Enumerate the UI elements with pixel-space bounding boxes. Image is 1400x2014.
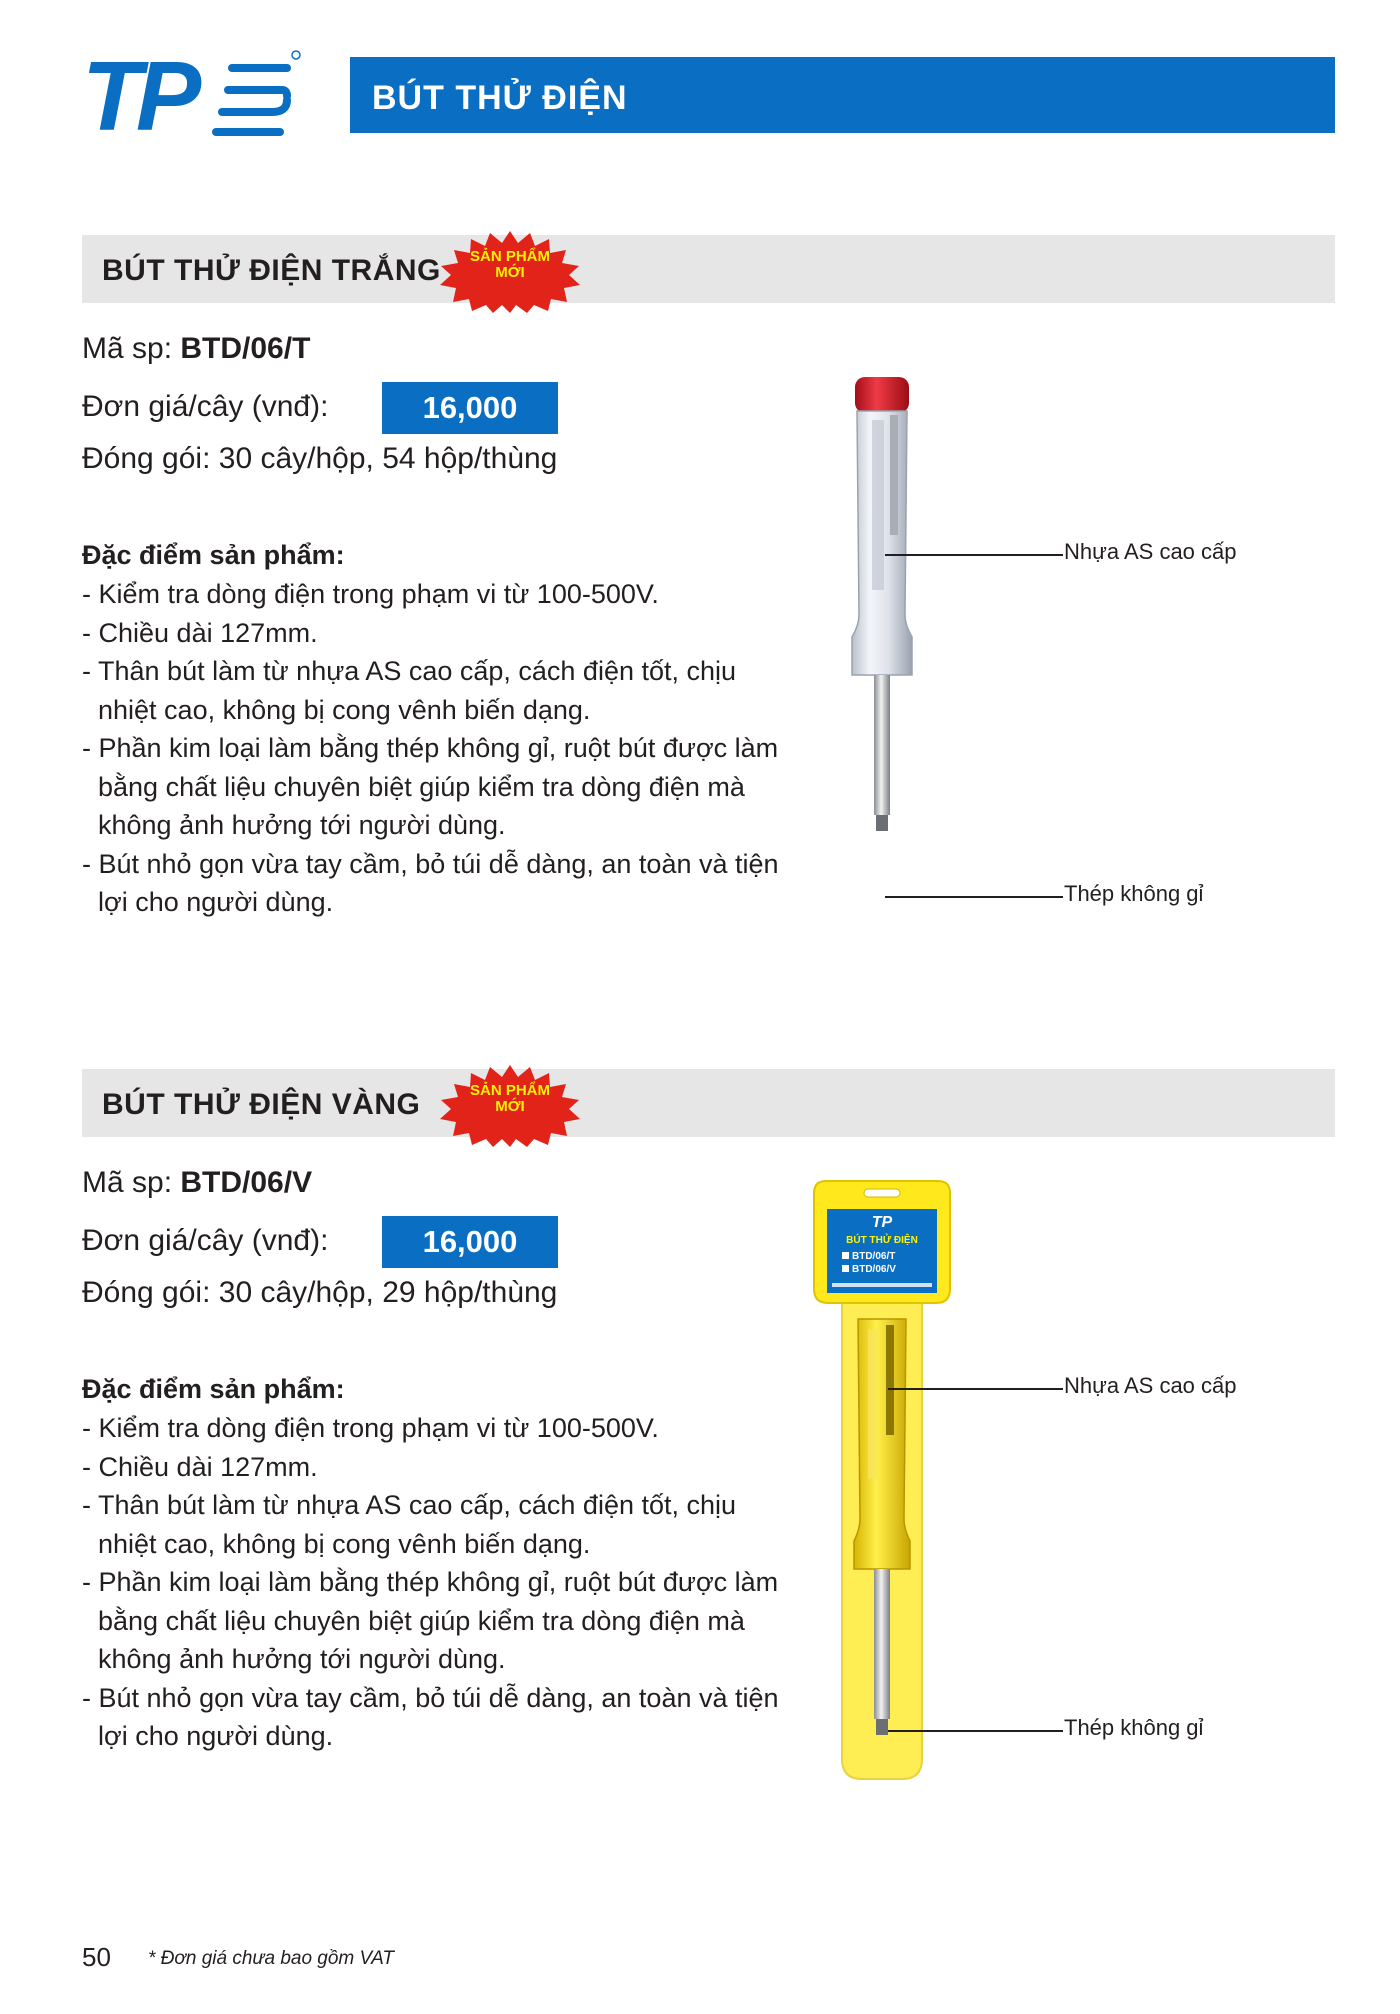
product-title-bar [82,1069,1335,1137]
feature-item: - Chiều dài 127mm. [82,1448,782,1487]
product-code-row [82,332,310,366]
badge-line-1: SẢN PHẨM [469,248,550,265]
callout-label-steel: Thép không gỉ [1064,881,1204,906]
page-title-bar [350,57,1335,133]
callout-label-plastic: Nhựa AS cao cấp [1064,1373,1237,1398]
feature-item: - Bút nhỏ gọn vừa tay cầm, bỏ túi dễ dàng, an toàn và tiện lợi cho người dùng. [82,1679,782,1756]
svg-text:TP: TP [82,50,196,140]
product-title: BÚT THỬ ĐIỆN VÀNG [102,1088,421,1121]
white-tester-pen-image [832,375,932,965]
unit-price-label: Đơn giá/cây (vnđ): [82,1224,329,1257]
package-code-2: BTD/06/V [852,1264,896,1275]
features-heading: Đặc điểm sản phẩm: [82,540,345,570]
package-title: BÚT THỬ ĐIỆN [846,1235,918,1246]
feature-item: - Thân bút làm từ nhựa AS cao cấp, cách điện tốt, chịu nhiệt cao, không bị cong vênh biến dạng. [82,652,782,729]
callout-line-steel [888,1730,1063,1732]
badge-line-2: MỚI [495,264,525,281]
package-brand: TP [871,1214,893,1231]
new-product-badge [438,227,582,313]
feature-item: - Kiểm tra dòng điện trong phạm vi từ 100-500V. [82,1409,782,1448]
vat-note: * Đơn giá chưa bao gồm VAT [148,1948,395,1969]
callout-label-steel: Thép không gỉ [1064,1715,1204,1740]
feature-item: - Kiểm tra dòng điện trong phạm vi từ 100-500V. [82,575,782,614]
feature-item: - Phần kim loại làm bằng thép không gỉ, ruột bút được làm bằng chất liệu chuyên biệt giúp kiểm tra dòng điện mà không ảnh hưởng tới người dùng. [82,729,782,845]
callout-line-steel [885,896,1063,898]
unit-price-value: 16,000 [382,382,558,434]
tp-logo-icon [82,50,302,140]
packing-info: Đóng gói: 30 cây/hộp, 54 hộp/thùng [82,442,558,475]
product-section-white [82,235,1335,1065]
feature-item: - Phần kim loại làm bằng thép không gỉ, ruột bút được làm bằng chất liệu chuyên biệt giúp kiểm tra dòng điện mà không ảnh hưởng tới người dùng. [82,1563,782,1679]
callout-line-plastic [885,554,1063,556]
page-title: BÚT THỬ ĐIỆN [372,78,628,117]
product-code-label: Mã sp: [82,1166,173,1199]
product-code-row [82,1166,312,1200]
feature-item: - Thân bút làm từ nhựa AS cao cấp, cách điện tốt, chịu nhiệt cao, không bị cong vênh biến dạng. [82,1486,782,1563]
badge-line-1: SẢN PHẨM [469,1082,550,1099]
features-heading: Đặc điểm sản phẩm: [82,1374,345,1404]
product-section-yellow [82,1069,1335,1899]
product-title-bar [82,235,1335,303]
product-code-label: Mã sp: [82,332,173,365]
brand-logo [82,50,302,140]
callout-label-plastic: Nhựa AS cao cấp [1064,539,1237,564]
product-code: BTD/06/V [180,1166,313,1199]
page-number: 50 [82,1942,111,1972]
package-code-1: BTD/06/T [852,1251,896,1262]
badge-line-2: MỚI [495,1098,525,1115]
product-code: BTD/06/T [180,332,311,365]
packing-info: Đóng gói: 30 cây/hộp, 29 hộp/thùng [82,1276,558,1309]
feature-item: - Chiều dài 127mm. [82,614,782,653]
unit-price-label: Đơn giá/cây (vnđ): [82,390,329,423]
product-title: BÚT THỬ ĐIỆN TRẮNG [102,254,441,287]
callout-line-plastic [888,1388,1063,1390]
yellow-tester-pen-package-image [802,1179,962,1819]
unit-price-value: 16,000 [382,1216,558,1268]
feature-item: - Bút nhỏ gọn vừa tay cầm, bỏ túi dễ dàng, an toàn và tiện lợi cho người dùng. [82,845,782,922]
new-product-badge [438,1061,582,1147]
product-features [82,540,782,922]
product-features [82,1374,782,1756]
